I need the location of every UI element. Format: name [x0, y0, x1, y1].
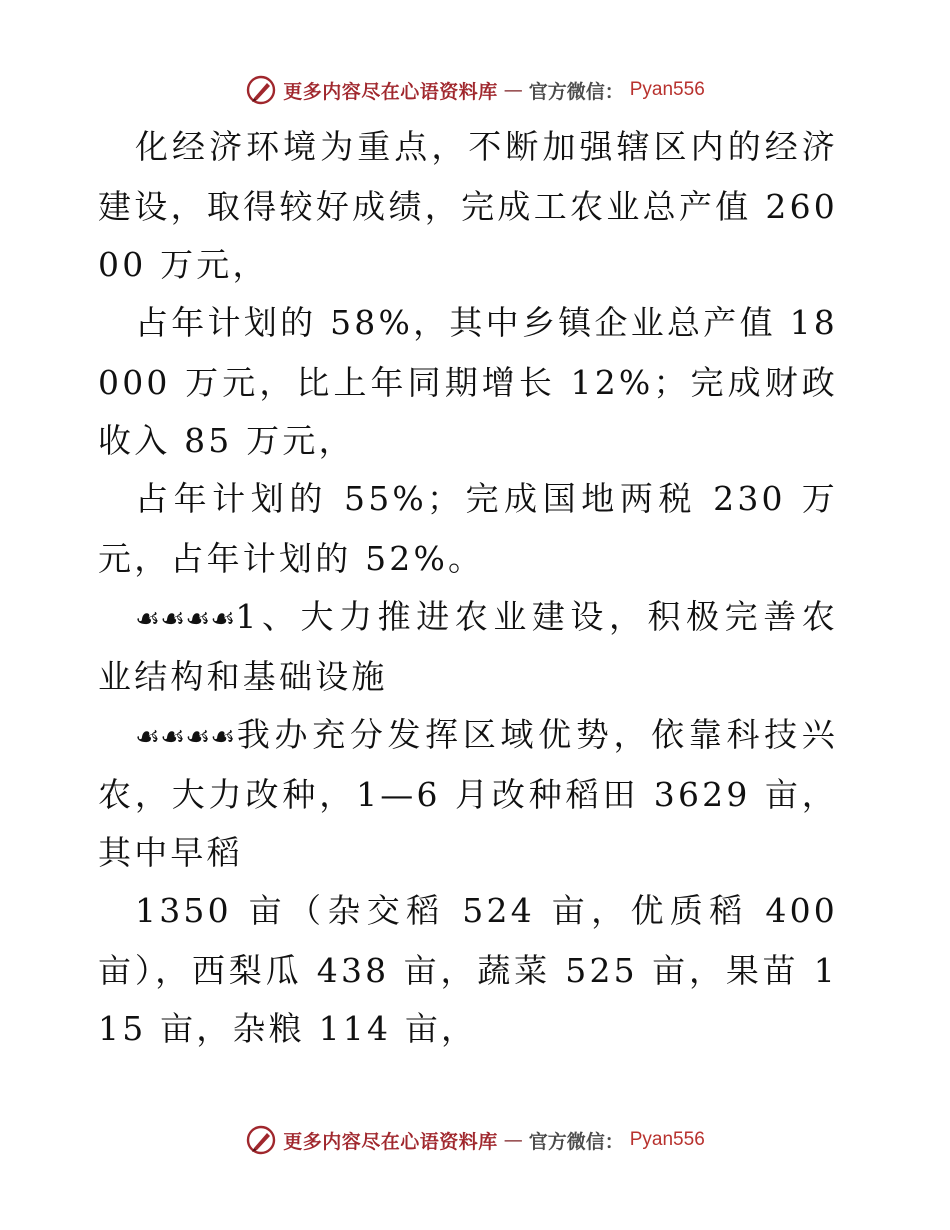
- wechat-id: Pyan556: [629, 1129, 705, 1150]
- ornament-icon: ☙☙☙☙: [135, 602, 236, 635]
- ornament-icon: ☙☙☙☙: [135, 720, 236, 753]
- pen-logo-icon: [245, 74, 277, 106]
- paragraph-text: 1350 亩（杂交稻 524 亩，优质稻 400 亩），西梨瓜 438 亩，蔬菜 525 亩，果苗 115 亩，杂粮 114 亩，: [98, 891, 838, 1048]
- site-name-text: 更多内容尽在心语资料库: [283, 1130, 498, 1153]
- paragraph-text: 1、大力推进农业建设，积极完善农业结构和基础设施: [98, 597, 838, 696]
- brand-separator: —: [503, 79, 523, 101]
- site-name-text: 更多内容尽在心语资料库: [283, 80, 498, 103]
- wechat-id: Pyan556: [629, 79, 705, 100]
- paragraph: [98, 294, 838, 470]
- page-header: [0, 70, 950, 110]
- brand-watermark: [245, 1124, 705, 1156]
- paragraph-text: 占年计划的 58%，其中乡镇企业总产值 18000 万元，比上年同期增长 12%；完成财政收入 85 万元，: [98, 303, 838, 460]
- brand-separator: —: [503, 1129, 523, 1151]
- pen-logo-icon: [245, 1124, 277, 1156]
- paragraph: [98, 706, 838, 882]
- brand-watermark: [245, 74, 705, 106]
- paragraph: [98, 118, 838, 294]
- paragraph: [98, 882, 838, 1058]
- paragraph: [98, 470, 838, 588]
- paragraph-text: 占年计划的 55%；完成国地两税 230 万元，占年计划的 52%。: [98, 479, 838, 578]
- wechat-label: 官方微信：: [528, 80, 624, 103]
- paragraph-text: 化经济环境为重点，不断加强辖区内的经济建设，取得较好成绩，完成工农业总产值 26000 万元，: [98, 127, 838, 284]
- paragraph: [98, 588, 838, 706]
- page-footer: [0, 1120, 950, 1160]
- wechat-label: 官方微信：: [528, 1130, 624, 1153]
- paragraph-text: 我办充分发挥区域优势，依靠科技兴农，大力改种，1—6 月改种稻田 3629 亩，其中早稻: [98, 715, 838, 872]
- document-body: [98, 118, 838, 1058]
